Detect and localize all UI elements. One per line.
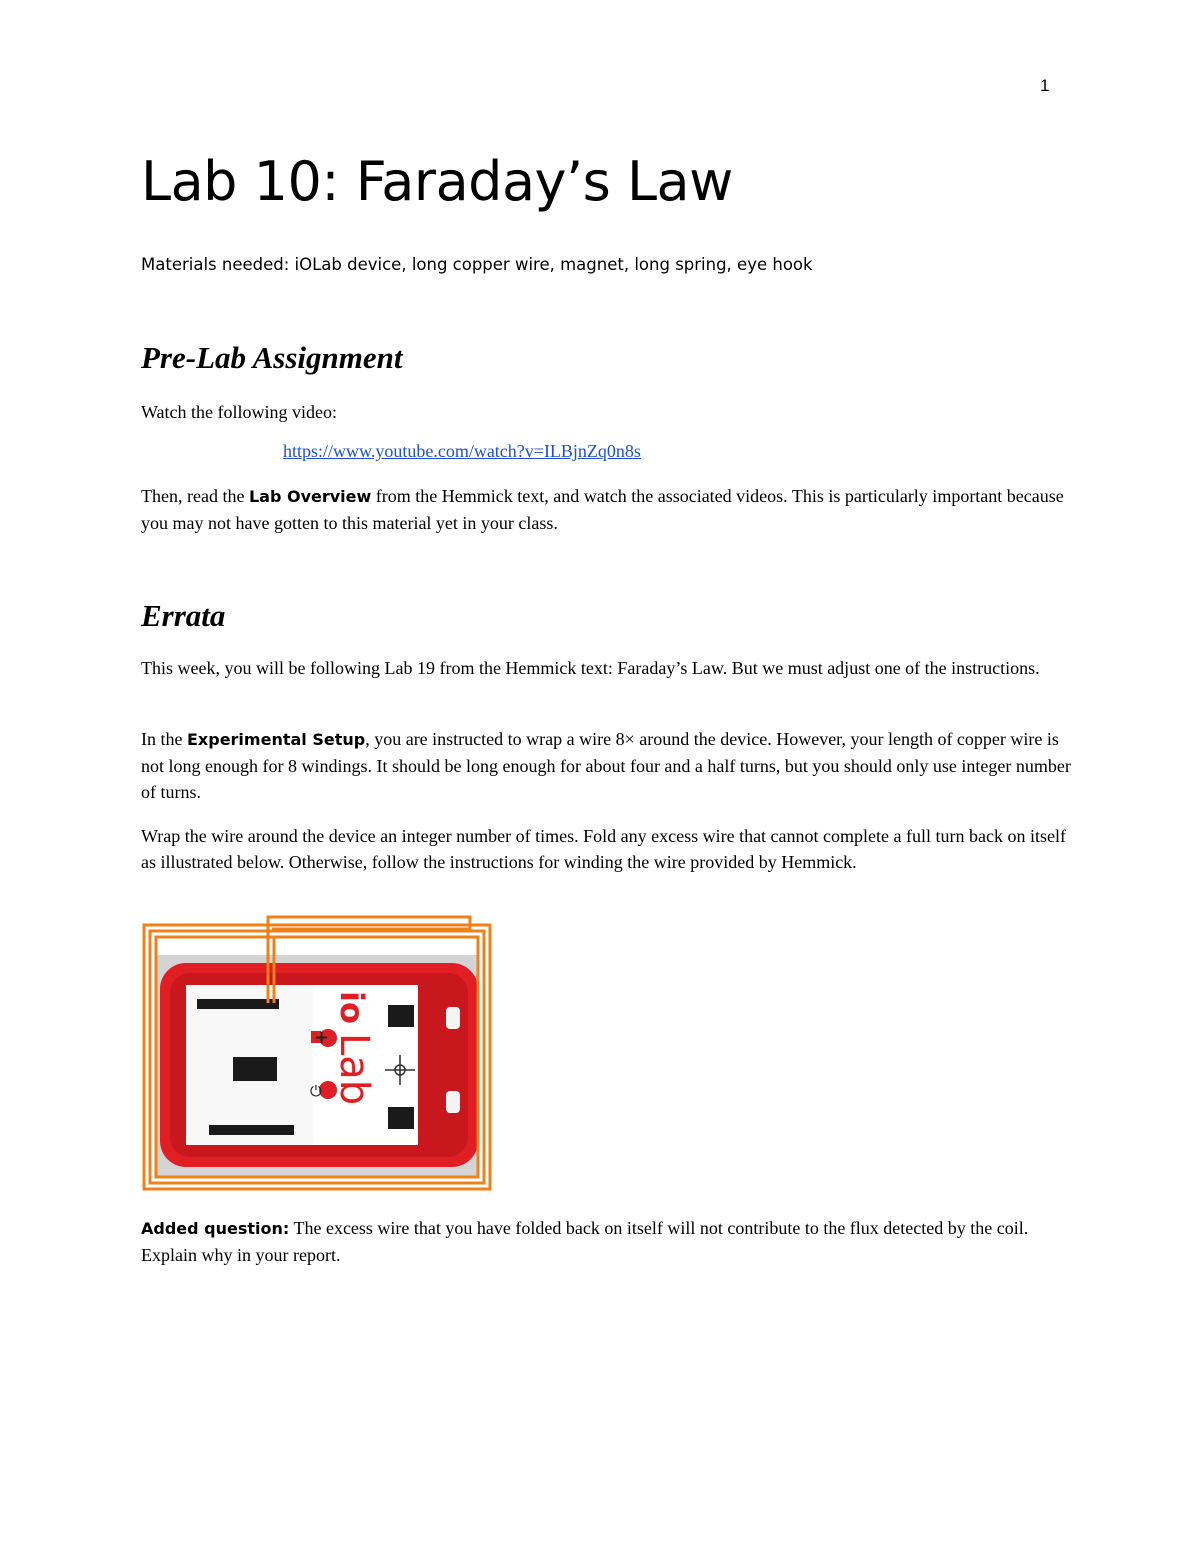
prelab-heading: Pre-Lab Assignment (141, 340, 403, 375)
brand-io: io (333, 991, 371, 1024)
errata-paragraph-2 (141, 726, 1071, 805)
prelab-paragraph (141, 483, 1071, 536)
video-link[interactable]: https://www.youtube.com/watch?v=ILBjnZq0n8s (283, 441, 641, 461)
right-connector-bottom (446, 1091, 460, 1113)
bottom-right-slot (388, 1107, 414, 1129)
power-symbol: ⏻ (310, 1082, 322, 1100)
prelab-text-end: from the Hemmick text, and watch the associated videos. This is particularly important because you may not have gotten to this material yet in your class. (141, 486, 1064, 533)
added-question (141, 1215, 1071, 1268)
errata-p2-start: In the (141, 729, 187, 749)
iolab-device-illustration (138, 915, 510, 1197)
errata-paragraph-3: Wrap the wire around the device an integer number of times. Fold any excess wire that cannot complete a full turn back on itself as illustrated below. Otherwise, follow the instructions for winding the wire provided by Hemmick. (141, 826, 1066, 872)
page-number: 1 (1040, 76, 1050, 95)
top-right-slot (388, 1005, 414, 1027)
materials-line: Materials needed: iOLab device, long copper wire, magnet, long spring, eye hook (141, 255, 813, 274)
errata-heading: Errata (141, 598, 226, 633)
added-question-label: Added question: (141, 1219, 290, 1238)
right-connector-top (446, 1007, 460, 1029)
left-slot (233, 1057, 277, 1081)
lab-overview-bold: Lab Overview (248, 487, 372, 506)
side-force-label: 10N (184, 1055, 193, 1072)
plus-symbol: + (314, 1027, 330, 1048)
errata-p2-end: , you are instructed to wrap a wire 8× around the device. However, your length of copper wire is not long enough for 8 windings. It should be long enough for about four and a half turns, but you should only use integer number of turns. (141, 729, 1071, 802)
watch-text: Watch the following video: (141, 402, 338, 422)
brand-lab: Lab (331, 1033, 377, 1106)
added-question-text: The excess wire that you have folded back on itself will not contribute to the flux detected by the coil. Explain why in your report. (141, 1218, 1029, 1265)
bottom-header-pins (209, 1125, 294, 1135)
iolab-wire-figure (138, 915, 510, 1197)
errata-paragraph-1: This week, you will be following Lab 19 from the Hemmick text: Faraday’s Law. But we must adjust one of the instructions. (141, 658, 1040, 678)
experimental-setup-bold: Experimental Setup (186, 730, 366, 749)
prelab-text-start: Then, read the (141, 486, 249, 506)
page-title: Lab 10: Faraday’s Law (141, 150, 733, 213)
